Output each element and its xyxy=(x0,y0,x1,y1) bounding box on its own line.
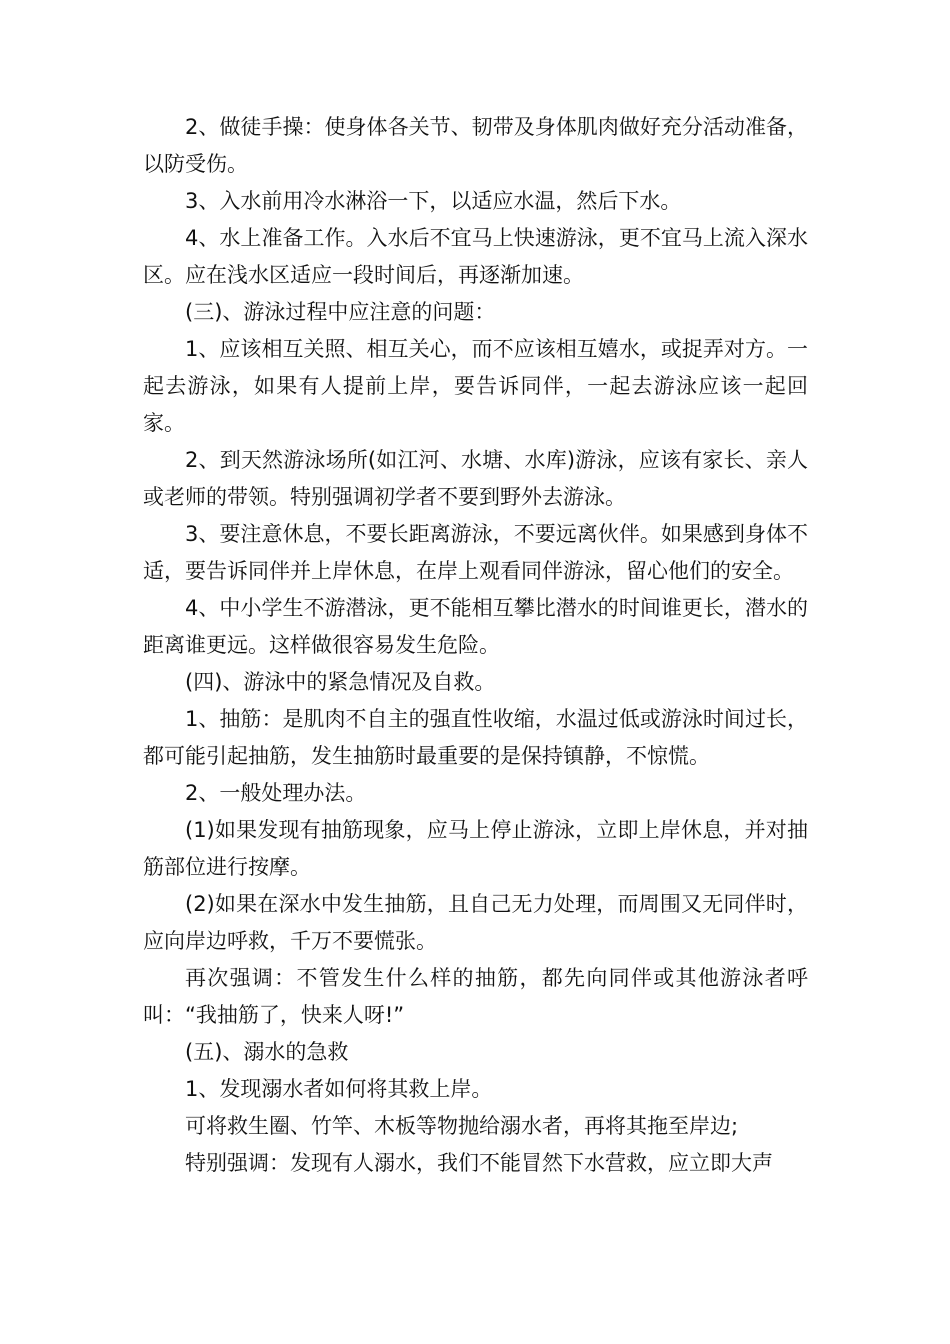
paragraph-no-diving: 4、中小学生不游潜泳，更不能相互攀比潜水的时间谁更长，潜水的距离谁更远。这样做很容易发生危险。 xyxy=(143,596,808,657)
paragraph-rescue-to-shore: 1、发现溺水者如何将其救上岸。 xyxy=(185,1077,493,1101)
paragraph-care-for-each-other: 1、应该相互关照、相互关心，而不应该相互嬉水，或捉弄对方。一起去游泳，如果有人提前上岸，要告诉同伴，一起去游泳应该一起回家。 xyxy=(143,337,808,435)
paragraph-throw-flotation: 可将救生圈、竹竿、木板等物抛给溺水者，再将其拖至岸边; xyxy=(185,1114,739,1138)
section-heading-5: (五)、溺水的急救 xyxy=(185,1040,349,1064)
paragraph-cramp-definition: 1、抽筋：是肌肉不自主的强直性收缩，水温过低或游泳时间过长，都可能引起抽筋，发生抽筋时最重要的是保持镇静，不惊慌。 xyxy=(143,707,808,768)
paragraph-warmup-exercise: 2、做徒手操：使身体各关节、韧带及身体肌肉做好充分活动准备，以防受伤。 xyxy=(143,115,808,176)
paragraph-call-for-help: 再次强调：不管发生什么样的抽筋，都先向同伴或其他游泳者呼叫：“我抽筋了，快来人呀!” xyxy=(143,966,808,1027)
section-heading-4: (四)、游泳中的紧急情况及自救。 xyxy=(185,670,496,694)
section-heading-3: (三)、游泳过程中应注意的问题： xyxy=(185,300,496,324)
paragraph-cramp-step-2: (2)如果在深水中发生抽筋，且自己无力处理，而周围又无同伴时，应向岸边呼救，千万不要慌张。 xyxy=(143,892,808,953)
paragraph-general-handling: 2、一般处理办法。 xyxy=(185,781,367,805)
paragraph-special-emphasis: 特别强调：发现有人溺水，我们不能冒然下水营救，应立即大声 xyxy=(185,1151,773,1175)
paragraph-natural-venues: 2、到天然游泳场所(如江河、水塘、水库)游泳，应该有家长、亲人或老师的带领。特别强调初学者不要到野外去游泳。 xyxy=(143,448,808,509)
paragraph-cramp-step-1: (1)如果发现有抽筋现象，应马上停止游泳，立即上岸休息，并对抽筋部位进行按摩。 xyxy=(143,818,808,879)
paragraph-cold-shower: 3、入水前用冷水淋浴一下，以适应水温，然后下水。 xyxy=(185,189,682,213)
document-body xyxy=(143,109,808,1182)
paragraph-rest: 3、要注意休息，不要长距离游泳，不要远离伙伴。如果感到身体不适，要告诉同伴并上岸休息，在岸上观看同伴游泳，留心他们的安全。 xyxy=(143,522,808,583)
paragraph-water-preparation: 4、水上准备工作。入水后不宜马上快速游泳，更不宜马上流入深水区。应在浅水区适应一段时间后，再逐渐加速。 xyxy=(143,226,808,287)
